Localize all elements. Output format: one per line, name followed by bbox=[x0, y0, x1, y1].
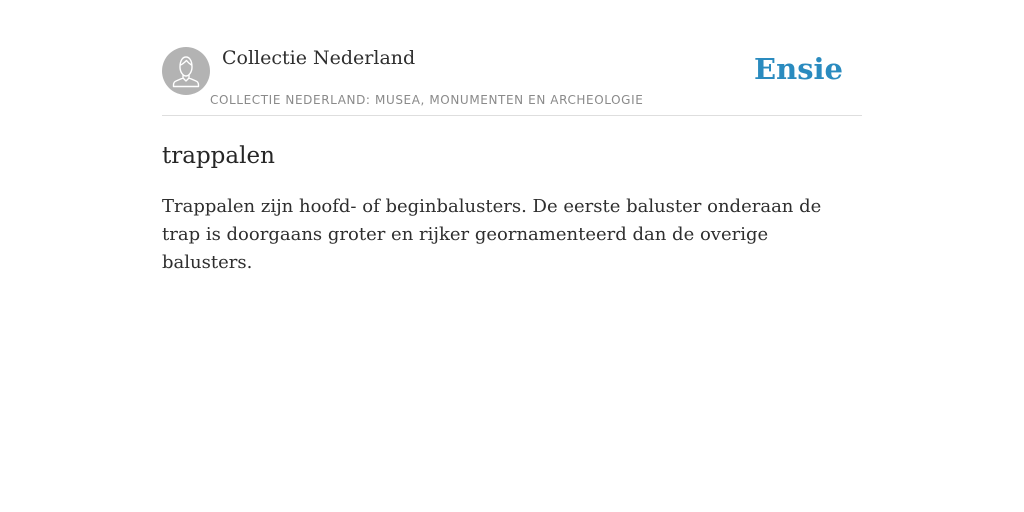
user-silhouette-icon bbox=[162, 47, 210, 95]
author-subtitle[interactable]: COLLECTIE NEDERLAND: MUSEA, MONUMENTEN EN ARCHEOLOGIE bbox=[210, 93, 644, 107]
brand-logo[interactable]: Ensie bbox=[754, 52, 843, 86]
entry-term: trappalen bbox=[162, 143, 275, 169]
author-name[interactable]: Collectie Nederland bbox=[222, 47, 416, 69]
entry-definition: Trappalen zijn hoofd- of beginbalusters. De eerste baluster onderaan de trap is doorgaans groter en rijker geornamenteerd dan de overige balusters. bbox=[162, 196, 822, 273]
avatar[interactable] bbox=[162, 47, 210, 95]
entry-header bbox=[162, 46, 862, 116]
entry-card bbox=[162, 46, 862, 277]
